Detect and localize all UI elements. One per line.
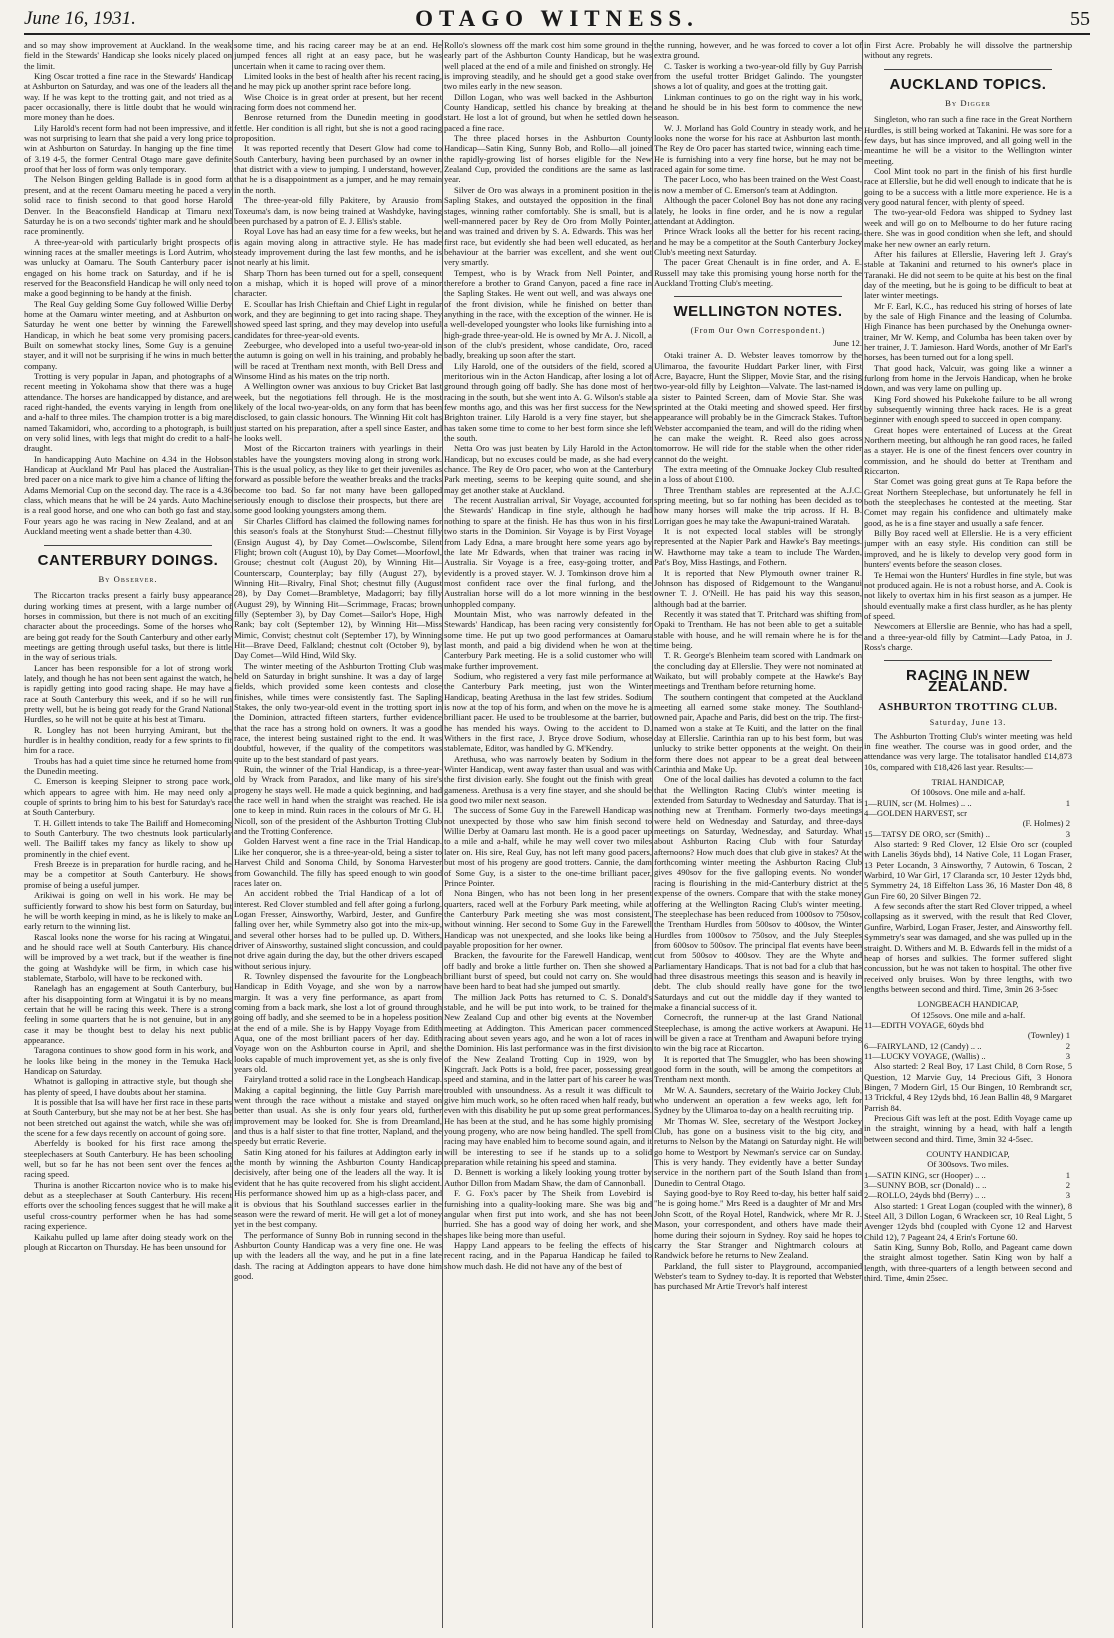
placing-position: 3: [1065, 1190, 1070, 1201]
paragraph: In handicapping Auto Machine on 4.34 in the Hobson Handicap at Auckland Mr Paul has placed the Australian-bred pacer on a nice mark to give him a chance of lifting the Adams Memorial Cup on the second day. The race is a 4.36 class, which means that he will be 24 yards. Auto Machine is a real good horse, and one who can both go fast and stay. Four years ago he was racing in New Zealand, and at an Auckland meeting went a shade better than 4.30.: [24, 453, 232, 537]
paragraph: Rollo's slowness off the mark cost him some ground in the early part of the Ashburton County Handicap, but he was well placed at the end of a mile and finished on strongly. He is improving steadily, and he should get a good stake over two miles early in the new season.: [444, 40, 652, 92]
column-3: [444, 40, 652, 1628]
placing-text: 4—GOLDEN HARVEST, scr: [864, 808, 967, 819]
race-conditions: Of 300sovs. Two miles.: [927, 1159, 1009, 1170]
paragraph: The Real Guy gelding Some Guy followed Willie Derby home at the Oamaru winter meeting, and at Ashburton on Saturday he went one better by winning the Farewell Handicap, in which he beat some very promising pacers. Built on somewhat stocky lines, Some Guy is a genuine stayer, and it will not be surprising if he wins in much better company.: [24, 298, 232, 371]
paragraph: Nona Bingen, who has not been long in her present quarters, raced well at the Forbury Park meeting, while at the Canterbury Park meeting she was most consistent, without winning. Her second to Some Guy in the Farewell Handicap was not unexpected, and she looks like being a payable proposition for her owner.: [444, 888, 652, 950]
column-2: [234, 40, 442, 1628]
paragraph: Prince Wrack looks all the better for his recent racing, and he may be a competitor at the South Canterbury Jockey Club's meeting next Saturday.: [654, 226, 862, 257]
section-heading: RACING IN NEW ZEALAND.: [906, 667, 1030, 695]
placing-text: 11—LUCKY VOYAGE, (Wallis) ..: [864, 1050, 986, 1061]
section-rule: [884, 660, 1052, 661]
paragraph: Star Comet was going great guns at Te Rapa before the Great Northern Steeplechase, but unfortunately he fell in both the steeplechases he contested at the meeting. Star Comet may regain his confidence and ultimately make good, as he is a fine stayer and usually a safe fencer.: [864, 476, 1072, 528]
paragraph: R. Townley dispensed the favourite for the Longbeach Handicap in Edith Voyage, and she won by a narrow margin. It was a very fine performance, as apart from coming from a back mark, she lost a lot of ground through going off badly, and she seemed to be in a hopeless position at the end of a mile. She is by Happy Voyage from Edith Aqua, one of the most brilliant pacers of her day. Edith Voyage won on the Ashburton course in April, and she looks capable of much improvement yet, as she is only five years old.: [234, 970, 442, 1075]
paragraph: Golden Harvest went a fine race in the Trial Handicap. Like her conqueror, she is a three-year-old, being a sister to Harvest Child and Sonoma Child, by Sonoma Harvester from Gowanchild. The filly has speed enough to win good races later on.: [234, 836, 442, 888]
race-name: TRIAL HANDICAP,: [931, 777, 1005, 787]
paragraph: Linkman continues to go on the right way in his work, and he should be in his best form to commence the new season.: [654, 91, 862, 123]
paragraph: The three placed horses in the Ashburton County Handicap—Satin King, Sunny Bob, and Rollo—all joined the rapidly-growing list of horses eligible for the New Zealand Cup, provided the conditions are the same as last year.: [444, 133, 652, 185]
race-name: COUNTY HANDICAP,: [926, 1149, 1010, 1160]
race-report: Satin King, Sunny Bob, Rollo, and Pageant came down the straight almost together. Satin King won by half a length, with three-quarters of a length between second and third. Time, 4min 25sec.: [864, 1242, 1072, 1284]
paragraph: R. Longley has not been hurrying Amirant, but the hurdler is in healthy condition, ready for a few sprints to fit him for a race.: [24, 724, 232, 756]
column-5: [864, 40, 1072, 1628]
placing-text: (Townley): [1027, 1030, 1064, 1041]
paragraph: The recent Australian arrival, Sir Voyage, accounted for the Stewards' Handicap in fine style, although he had nothing to spare at the finish. He has thus won in his first two starts in the Dominion. Sir Voyage is by First Voyage from Lady Edna, a mare brought here some years ago by the late Mr Edwards, when that trainer was racing in Australia. Sir Voyage is a free, easy-going trotter, and evidently is a proved stayer. W. J. Tomkinson drove him a most confident race over the final furlong, and the Australian horse will do a lot more winning in the best unhoppled company.: [444, 495, 652, 609]
placing-row: [864, 1051, 1072, 1061]
placing-text: 1—SATIN KING, scr (Hooper) .. ..: [864, 1169, 986, 1180]
paragraph: Happy Land appears to be feeling the effects of his recent racing, and in the Paparua Handicap he failed to show much dash. He did not have any of the best of: [444, 1239, 652, 1271]
paragraph: It is reported that New Plymouth owner trainer R. Johnson has disposed of Ridgemount to the Wanganui owner T. J. O'Neill. He has paid his way this season, although bad at the barrier.: [654, 567, 862, 609]
paragraph: Aberfeldy is booked for his first race among the steeplechasers at South Canterbury. He has been schooling well, but so far he has not been sent over the fences at racing speed.: [24, 1138, 232, 1180]
placing-position: 3: [1065, 828, 1070, 839]
paragraph: The southern contingent that competed at the Auckland meeting all earned some stake money. The Southland-owned pair, Apache and Paris, did best on the trip. The first-named won a stake at Te Kuiti, and the latter on the final day at Ellerslie. Carinthia ran up to his best form, but was unlucky to strike better opponents at the weight. On their form there does not appear to be a great deal between Carinthia and Make Up.: [654, 691, 862, 775]
paragraph: the running, however, and he was forced to cover a lot of extra ground.: [654, 40, 862, 61]
race-result: [864, 999, 1072, 1144]
paragraph: Mr Thomas W. Slee, secretary of the Westport Jockey Club, has gone on a business visit to the big city, and returns to Nelson by the Matangi on Saturday night. He will go home to Westport by Newman's service car on Sunday. This is very handy. They evidently have a better Sunday service in the northern part of the South Island than from Dunedin to Central Otago.: [654, 1115, 862, 1188]
paragraph: Sodium, who registered a very fast mile performance at the Canterbury Park meeting, just won the Winter Handicap, beating Arethusa in the last few strides. Sodium is now at the top of his form, and when on the move he is a brilliant pacer. He used to be troublesome at the barrier, but he has mended his ways. Owing to the accident to D. Withers in the first race, J. Bryce drove Sodium, whose stablemate, Editor, was handled by G. M'Kendry.: [444, 670, 652, 754]
paragraph: The Ashburton Trotting Club's winter meeting was held in fine weather. The course was in good order, and the attendance was very large. The totalisator handled £14,873 10s, compared with £18,426 last year. Results:—: [864, 730, 1072, 772]
paragraph: C. Tasker is working a two-year-old filly by Guy Parrish from the useful trotter Bridget Galindo. The youngster shows a lot of quality, and goes at the trotting gait.: [654, 60, 862, 92]
paragraph: some time, and his racing career may be at an end. He jumped fences all right at an easy pace, but he was uncertain when it came to racing over them.: [234, 40, 442, 71]
paragraph: Netta Oro was just beaten by Lily Harold in the Acton Handicap, but no excuses could be made, as she had every chance. The Rey de Oro pacer, who won at the Canterbury Park meeting, seems to be keeping quite sound, and she may get another stake at Auckland.: [444, 443, 652, 495]
paragraph: Ruin, the winner of the Trial Handicap, is a three-year-old by Wrack from Paradox, and like many of his sire's progeny he stays well. He made a quick beginning, and had the race well in hand when the straight was reached. He is one to keep in mind. Ruin races in the colours of Mr G. H. Nicoll, son of the president of the Ashburton Trotting Club and the Trotting Conference.: [234, 764, 442, 837]
paragraph: The Nelson Bingen gelding Ballade is in good form at present, and at the recent Oamaru meeting he paced a very solid race to finish second to that good horse Harold Denver. In the Beaconsfield Handicap at Timaru next Saturday he is on a two seconds' tighter mark and he should race prominently.: [24, 174, 232, 237]
race-name: LONGBEACH HANDICAP,: [917, 999, 1019, 1010]
paragraph: The winter meeting of the Ashburton Trotting Club was held on Saturday in bright sunshine. It was a day of large fields, which provided some keen contests and close finishes, while times were consistently fast. The Sapling Stakes, the only two-year-old event in the trotting sport in the Dominion, attracted fifteen starters, further evidence that the race has a strong hold on owners. It was a good race, the interest being sustained right to the end. It was doubtful, however, if the quality of the competitors was quite up to the best standard of past years.: [234, 660, 442, 764]
paragraph: It was reported recently that Desert Glow had come to South Canterbury, having been purchased by an owner in that district with a view to jumping. I understand, however, that he is a disappointment as a jumper, and he may remain in the north.: [234, 143, 442, 195]
section-rule: [44, 545, 212, 546]
paragraph: The pacer Loco, who has been trained on the West Coast, is now a member of C. Emerson's team at Addington.: [654, 174, 862, 195]
paragraph: E. Scoullar has Irish Chieftain and Chief Light in regular work, and they are beginning to get into racing shape. They showed speed last spring, and they may develop into useful candidates for three-year-old events.: [234, 298, 442, 340]
paragraph: Dillon Logan, who was well backed in the Ashburton County Handicap, settled his chance by breaking at the start. He lost a lot of ground, but when he settled down he paced a fine race.: [444, 91, 652, 133]
also-started: Also started: 1 Great Logan (coupled with the winner), 8 Steel All, 3 Dillon Logan, 6 Wrackeen scr, 10 Real Light, 5 Avenger 12yds bhd (coupled with Cyone 12 and Harvest Child 12), 7 Pageant 24, 4 Erin's Fortune 60.: [864, 1200, 1072, 1242]
paragraph: Tempest, who is by Wrack from Nell Pointer, and therefore a brother to Grand Canyon, paced a fine race in the Sapling Stakes. He went out well, and was always one of the front division, while he finished on better than anything in the race, with the exception of the winner. He is a well-developed youngster who looks like furnishing into a high-grade three-year-old. He is owned by Mr A. J. Nicoll, a son of the club's president, whose candidate, Oro, raced badly, breaking up soon after the start.: [444, 267, 652, 361]
race-conditions: Of 125sovs. One mile and a-half.: [910, 1009, 1026, 1020]
paragraph: W. J. Morland has Gold Country in steady work, and he looks none the worse for his race at Ashburton last month. The Rey de Oro pacer has started twice, winning each time. He is furnishing into a very fine horse, but he may not be raced again for some time.: [654, 122, 862, 175]
paragraph: Fresh Breeze is in preparation for hurdle racing, and he may be a competitor at South Canterbury. He shows promise of being a useful jumper.: [24, 859, 232, 890]
paragraph: in First Acre. Probably he will dissolve the partnership without any regrets.: [864, 40, 1072, 61]
paragraph: Three Trentham stables are represented at the A.J.C. spring meeting, but so far nothing has been decided as to how many horses will make the trip across. If H. B. Lorrigan goes he may take the Awapuni-trained Waratah.: [654, 484, 862, 526]
placing-text: 15—TATSY DE ORO, scr (Smith) ..: [864, 828, 990, 839]
placing-text: 3—SUNNY BOB, scr (Donald) .. ..: [864, 1180, 987, 1191]
placing-row: [864, 1180, 1072, 1190]
section-heading: CANTERBURY DOINGS.: [37, 551, 219, 569]
paragraph: It is possible that Isa will have her first race in these parts at South Canterbury, but she may not be at her best. She has not been stretched out against the watch, while she was off the scene for a few days recently on account of going sore.: [24, 1097, 232, 1139]
byline: By Digger: [945, 98, 991, 109]
paragraph: Lily Harold's recent form had not been impressive, and it was not surprising to learn that she paid a very long price to win at Ashburton on Saturday. In hanging up the fine time of 3.19 4-5, the former Central Otago mare gave definite proof that her loss of form was only temporary.: [24, 122, 232, 175]
also-started: Also started: 2 Real Boy, 17 Last Child, 8 Corn Rose, 5 Question, 12 Marvie Guy, 14 Precious Gift, 3 Honora Bingen, 7 Modern Girl, 15 Our Bingen, 10 Rembrandt scr, 13 Trickful, 4 Rey 12yds bhd, 16 Jean Ballin 48, 9 Margaret Parrish 84.: [864, 1061, 1072, 1113]
paragraph: The Riccarton tracks present a fairly busy appearance during working times at present, with a large number of horses in commission, but there is not much of an exciting character about the proceedings. Some of the horses who are being got ready for the South Canterbury and other early meetings are getting through useful tasks, but there is little in the way of serious trials.: [24, 590, 232, 663]
paragraph: C. Emerson is keeping Sleipner to strong pace work, which appears to agree with him. He may need only a couple of sprints to bring him to his best for Saturday's race at South Canterbury.: [24, 776, 232, 818]
paragraph: Lancer has been responsible for a lot of strong work lately, and though he has not been sent against the watch, he is rapidly getting into good racing shape. He may have a race at South Canterbury this week, and if so he will run pretty well, but he is being got ready for the Grand National Hurdles, so he will not be quite at his best at Timaru.: [24, 662, 232, 725]
paragraph: Zeeburgee, who developed into a useful two-year-old in the autumn is going on well in his training, and probably he will be raced at Trentham next month, with Bell Dress and Winsome Hind as his mates on the trip north.: [234, 339, 442, 381]
placing-row: [864, 1041, 1072, 1051]
paragraph: F. G. Fox's pacer by The Sheik from Lovebird is furnishing into a quality-looking mare. She was big and angular when first put into work, and she has not been hurried. She has a good way of doing her work, and she shapes like being more than useful.: [444, 1188, 652, 1240]
paragraph: Saying good-bye to Roy Reed to-day, his better half said "he is going home." Mrs Reed is a daughter of Mr and Mrs John Scott, of the Royal Hotel, Randwick, where Mr R. J. Mason, your correspondent, and others have made their home during their sojourn in Sydney. Roy said he hopes to carry the Star Stranger and Nightmarch colours at Randwick before he returns to New Zealand.: [654, 1188, 862, 1261]
race-conditions: Of 100sovs. One mile and a-half.: [910, 787, 1026, 798]
race-result: [864, 1149, 1072, 1283]
paragraph: Bracken, the favourite for the Farewell Handicap, went off badly and broke a little further on. Then she showed a brilliant burst of speed, but could not carry on. She would have been hard to beat had she jumped out smartly.: [444, 950, 652, 992]
paragraph: Lily Harold, one of the outsiders of the field, scored a meritorious win in the Acton Handicap, after losing a lot of ground through going off badly. She has done most of her racing in the south, but she went into A. G. Wilson's stable a few months ago, and this was her first success for the New Brighton trainer. Lily Harold is a very fine stayer, but she has taken some time to come to her best form since she left the south.: [444, 360, 652, 444]
placing-text: 6—FAIRYLAND, 12 (Candy) .. ..: [864, 1040, 982, 1051]
paragraph: Although the pacer Colonel Boy has not done any racing lately, he looks in fine order, and he is now a regular attendant at Addington.: [654, 195, 862, 226]
paragraph: Taragona continues to show good form in his work, and he looks like being in the money in the Temuka Hack Handicap on Saturday.: [24, 1045, 232, 1076]
correspondent-line: (From Our Own Correspondent.): [690, 325, 826, 335]
paragraph: Arikiwai is going on well in his work. He may be sufficiently forward to show his best form on Saturday, but he will be worth keeping in mind, as he is likely to make an early return to the winning list.: [24, 890, 232, 932]
paragraph: A Wellington owner was anxious to buy Cricket Bat last week, but the negotiations fell through. He is the most likely of the local two-year-olds, on any form that has been disclosed, to gain classic honours. The Winning Hit colt has just started on his preparation, after a spell since Easter, and he looks well.: [234, 381, 442, 444]
paragraph: One of the local dailies has devoted a column to the fact that the Wellington Racing Club's winter meeting is extended from Saturday to Wednesday and Saturday. That is nothing new at Trentham. Formerly two-days meetings were held on Wednesday and Saturday, and three-days meetings on Saturday, Wednesday, and Saturday. What about Ashburton Racing Club with four Saturday afternoons? How much does that club give in stakes? At the forthcoming winter meeting the Ashburton Racing Club gives 490sov for the five galloping events. No wonder racing is flourishing in the mid-Canterbury district at the expense of the owners. Compare that with the stake money offering at the Wellington Racing Club's winter meeting. The steeplechase has been reduced from 1000sov to 750sov, the Trentham Hurdles from 500sov to 400sov, the Winter Hurdles from 1000sov to 750sov, and the July Steeples from 600sov to 500sov. The principal flat events have been cut from 500sov to 400sov. They are the Whyte and Parliamentary Handicaps. That is not bad for a club that has had three disastrous meetings this season and is heavily in debt. The club should really have gone for the two Saturdays and cut out the middle day if they wanted to make a financial success of it.: [654, 774, 862, 1012]
paragraph: That good hack, Valcuir, was going like a winner a furlong from home in the Jervois Handicap, when he broke down, and was very lame on pulling up.: [864, 362, 1072, 394]
paragraph: Sharp Thorn has been turned out for a spell, consequent on a mishap, which it is hoped will prove of a minor character.: [234, 267, 442, 299]
byline: By Observer.: [98, 573, 158, 584]
paragraph: The three-year-old filly Pakitere, by Arausio from Toxeuma's dam, is now being trained at Washdyke, having been purchased by a patron of E. J. Ellis's stable.: [234, 195, 442, 226]
placing-text: 2—ROLLO, 24yds bhd (Berry) .. ..: [864, 1190, 986, 1201]
paragraph: The two-year-old Fedora was shipped to Sydney last week and will go on to Melbourne to do her future racing there. She was in good condition when she left, and should make her new owner an early return.: [864, 207, 1072, 249]
paragraph: Limited looks in the best of health after his recent racing, and he may pick up another sprint race before long.: [234, 71, 442, 92]
paragraph: A three-year-old with particularly bright prospects of winning races at the smaller meetings is Lord Autrim, who was unlucky at Oamaru. The South Canterbury pacer is engaged on his home track on Saturday, and if he is reserved for the Beaconsfield Handicap he will only need to make a good beginning to be handy at the finish.: [24, 236, 232, 299]
column-divider: [652, 40, 653, 1628]
paragraph: King Oscar trotted a fine race in the Stewards' Handicap at Ashburton on Saturday, and was one of the leaders all the way. If he was kept to the trotting gait, and not tried as a pacer occasionally, there is little doubt that he would win more money than he does.: [24, 71, 232, 123]
paragraph: Most of the Riccarton trainers with yearlings in their stables have the youngsters moving along in strong work. This is the usual policy, as they like to get their juveniles as forward as possible before the weather breaks and the tracks become too bad. So far not many have been galloped seriously enough to disclose their prospects, but there are some good looking youngsters among them.: [234, 443, 442, 516]
placing-position: 2: [1065, 1040, 1070, 1051]
paragraph: Whatnot is galloping in attractive style, but though she has plenty of speed, I have doubts about her stamina.: [24, 1076, 232, 1097]
issue-date: June 16, 1931.: [24, 8, 136, 29]
section-rule: [884, 69, 1052, 70]
column-4: [654, 40, 862, 1628]
paragraph: Rascal looks none the worse for his racing at Wingatui, and he should race well at South Canterbury. His chance will be improved by a wet track, but if the weather is fine the going at Washdyke will be firm, in which case his stablemate, Starbolo, will have to be reckoned with.: [24, 931, 232, 983]
dateline: Saturday, June 13.: [929, 718, 1007, 728]
also-started: Also started: 9 Red Clover, 12 Elsie Oro scr (coupled with Lanelis 36yds bhd), 14 Native Cole, 11 Logan Fraser, 13 Peter Locandn, 3 Ainsworthy, 7 Autowin, 6 Toscan, 2 Warbird, 10 War Girl, 17 Claranda scr, 10 Jester 12yds bhd, 5 Symmetry 24, 18 Eiffelton Lass 36, 16 Master Don 48, 8 Gun Fire 60, 20 Silver Bingen 72.: [864, 839, 1072, 901]
placing-position: 1: [1065, 1030, 1070, 1041]
placing-row: [864, 1190, 1072, 1200]
paragraph: An accident robbed the Trial Handicap of a lot of interest. Red Clover stumbled and fell after going a furlong. Logan Fresser, Ainsworthy, Warbird, Jester, and Gunfire falling over her, while Symmetry also got into the mix-up, and several other horses had to be pulled up. D. Withers, driver of Ainsworthy, sustained slight concussion, and could not drive again during the day, but the other drivers escaped without serious injury.: [234, 888, 442, 971]
paragraph: After his failures at Ellerslie, Havering left J. Gray's stable at Takanini and returned to his owner's place in Taranaki. He did not seem to be quite at his best on the final day of the meeting, but he is going to be difficult to beat at later winter meetings.: [864, 248, 1072, 301]
paragraph: Cornecroft, the runner-up at the last Grand National Steeplechase, is among the active workers at Awapuni. He will be given a race at Trentham and Awapuni before trying to win the big race at Riccarton.: [654, 1012, 862, 1054]
paragraph: Cool Mint took no part in the finish of his first hurdle race at Ellerslie, but he did well enough to indicate that he is going to be a success with a little more experience. He is a very good natural fencer, with plenty of speed.: [864, 166, 1072, 208]
placing-position: 2: [1065, 818, 1070, 829]
placing-position: 1: [1065, 797, 1070, 808]
masthead-rule: [24, 33, 1090, 35]
placing-row: [864, 1020, 1072, 1030]
placing-position: 3: [1065, 1050, 1070, 1061]
placing-text: 1—RUIN, scr (M. Holmes) .. ..: [864, 797, 972, 808]
column-divider: [442, 40, 443, 1628]
paragraph: Otaki trainer A. D. Webster leaves tomorrow by the Ulimaroa, the favourite Huddart Parker liner, with First Acre, Bayacre, Hunt the Slipper, Movie Star, and the rising two-year-old filly by Leighton—Valvate. The last-named is a sister to Painted Screen, dam of Movie Star. She was sprinted at the Otaki meeting and showed speed. Her first appearance will probably be in the Gimcrack Stakes. Tufton Webster accompanied the team, and will do the riding when he can make the weight. R. Reed also goes across tomorrow. He will ride for the stable when the other rider cannot do the weight.: [654, 350, 862, 464]
column-1: [24, 40, 232, 1628]
placing-text: (F. Holmes): [1022, 818, 1064, 829]
paragraph: The performance of Sunny Bob in running second in the Ashburton County Handicap was a very fine one. He was up with the leaders all the way, and he put in a fine late dash. The racing at Addington appears to have done him good.: [234, 1229, 442, 1281]
paragraph: Te Hemai won the Hunters' Hurdles in fine style, but was not produced again. He is not a robust horse, and A. Cook is not likely to overtax him in his first season as a jumper. He should eventually make a first class hurdler, as he has plenty of speed.: [864, 569, 1072, 621]
section-heading: WELLINGTON NOTES.: [673, 303, 843, 321]
paragraph: Wise Choice is in great order at present, but her recent racing form does not commend her.: [234, 91, 442, 113]
paragraph: The extra meeting of the Omnuake Jockey Club resulted in a loss of about £100.: [654, 464, 862, 485]
paragraph: Parkland, the full sister to Playground, accompanied Webster's team to Sydney to-day. It is reported that Webster has purchased Mr Artie Trevor's half interest: [654, 1260, 862, 1292]
paragraph: Trotting is very popular in Japan, and photographs of a recent meeting in Yokohama show that there was a huge attendance. The horses are handicapped by distance, and are raced right-handed, the events varying in length from one and a-half to three miles. The champion trotter is a big mare named Takamidori, who, according to a photograph, is built on very solid lines, with legs that might do credit to a half-draught.: [24, 371, 232, 454]
race-result: [864, 777, 1072, 994]
paragraph: Satin King atoned for his failures at Addington early in the month by winning the Ashburton County Handicap decisively, after being one of the leaders all the way. It is evident that he has quite recovered from his slight accident. His performance showed him up as a high-class pacer, and it is obvious that his Southland successes earlier in the season were the reward of merit. He will get a lot of money yet in the best company.: [234, 1146, 442, 1230]
paragraph: Arethusa, who was narrowly beaten by Sodium in the Winter Handicap, went away faster than usual and was with the first division early. She fought out the finish with great gameness. Arethusa is a very fine stayer, and she should be a good two miler next season.: [444, 753, 652, 806]
paragraph: Newcomers at Ellerslie are Bennie, who has had a spell, and a three-year-old filly by Catmint—Lady Patoa, in J. Ross's charge.: [864, 621, 1072, 652]
club-heading: ASHBURTON TROTTING CLUB.: [878, 700, 1058, 713]
paragraph: Royal Love has had an easy time for a few weeks, but he is again moving along in attractive style. He has made steady improvement during the last few months, and he is not nearly at his limit.: [234, 226, 442, 268]
paragraph: Troubs has had a quiet time since he returned home from the Dunedin meeting.: [24, 755, 232, 777]
placing-position: 1: [1065, 1169, 1070, 1180]
paragraph: Silver de Oro was always in a prominent position in the Sapling Stakes, and outstayed the opposition in the final stages, winning rather comfortably. She is small, but is a well-mannered pacer by Rey de Oro from Molly Pointer, and was trained and driven by S. A. Edwards. This was her first race, but evidently she had been well educated, as her behaviour at the barrier was excellent, and she went out very smartly.: [444, 184, 652, 268]
paragraph: Billy Boy raced well at Ellerslie. He is a very efficient jumper with an easy style. His condition can still be improved, and he is likely to develop very good form in hunters' events before the season closes.: [864, 528, 1072, 570]
paragraph: Kaikahu pulled up lame after doing steady work on the plough at Riccarton on Thursday. He has been unsound for: [24, 1231, 232, 1252]
placing-row: [864, 818, 1072, 828]
paragraph: Great hopes were entertained of Lucess at the Great Northern meeting, but although he ran good races, he failed as a stayer. He is one of the finest fencers over country in commission, and he should do better at Trentham and Riccarton.: [864, 424, 1072, 477]
paragraph: It is reported that The Smuggler, who has been showing good form in the south, will be among the competitors at Trentham next month.: [654, 1053, 862, 1085]
paragraph: and so may show improvement at Auckland. In the weak field in the Stewards' Handicap she looks nicely placed on the limit.: [24, 40, 232, 71]
paragraph: The pacer Great Chenault is in fine order, and A. E. Russell may take this promising young horse north for the Auckland Trotting Club's meeting.: [654, 257, 862, 288]
newspaper-title: OTAGO WITNESS.: [415, 6, 699, 31]
paragraph: Fairyland trotted a solid race in the Longbeach Handicap. Making a capital beginning, the little Guy Parrish mare went through the race without a mistake and stayed on better than usual. As she is only four years old, further improvement may be looked for. She is from Dreamland, and thus is a half sister to that fine trotter, Napland, and the speedy but erratic Reverie.: [234, 1074, 442, 1147]
race-report: A few seconds after the start Red Clover tripped, a wheel collapsing as it swerved, with the result that Red Clover, Gunfire, Warbird, Logan Fraser, Jester, and Ainsworthy fell. Symmetry's sear was damaged, and she was pulled up in the straight. D. Withers and M. B. Edwards fell in the midst of a heap of horses and sulkies. The former suffered slight concussion, but he was not taken to hospital. The other five received only bruises. Won by three lengths, with two lengths between second and third. Time, 3min 26 3-5sec: [864, 901, 1072, 994]
paragraph: Sir Charles Clifford has claimed the following names for this season's foals at the Stonyhurst Stud:—Chestnut filly (Ensign August 4), by Day Comet—Owlscombe, Silent Flight; brown colt (August 10), by Day Comet—Moorfowl, Grouse; chestnut colt (August 20), by Winning Hit—Counterscarp, Counterplay; bay filly (August 27), by Winning Hit—Rivalry, Final Shot; chestnut filly (August 28), by Day Comet—Brambletye, Madagorri; bay filly (August 29), by Winning Hit—Scrimmage, Fracas; brown filly (September 3), by Day Comet—Sailor's Hope, High Rank; bay colt (September 12), by Winning Hit—Miss Mimic, Convist; chestnut colt (September 17), by Winning Hit—Brave Deed, Falkland; chestnut colt (October 9), by Day Comet—Wild Hind, Wild Sky.: [234, 515, 442, 661]
paragraph: Mr F. Earl, K.C., has reduced his string of horses of late by the sale of High Finance and the leasing of Columba. High Finance has been purchased by the Onehunga owner-trainer, Mr W. Kemp, and Columba has been taken over by her trainer, J. T. Jamieson. Hard Words, another of Mr Earl's horses, has been turned out for a long spell.: [864, 300, 1072, 363]
placing-row: [864, 1170, 1072, 1180]
paragraph: King Ford showed his Pukekohe failure to be all wrong by subsequently winning three hack races. He is a great beginner with enough speed to succeed in open company.: [864, 393, 1072, 425]
paragraph: Ranelagh has an engagement at South Canterbury, but after his disappointing form at Wingatui it is by no means certain that he will be racing this week. There is a strong feeling in some quarters that he is not genuine, but in any case it may be thought best to delay his next public appearance.: [24, 983, 232, 1045]
section-rule: [674, 296, 842, 297]
paragraph: Recently it was stated that T. Pritchard was shifting from Opaki to Trentham. He has not been able to get a suitable stable with house, and he will remain where he is for the time being.: [654, 608, 862, 650]
placing-text: 11—EDITH VOYAGE, 60yds bhd: [864, 1019, 984, 1030]
paragraph: Singleton, who ran such a fine race in the Great Northern Hurdles, is still being worked at Takanini. He was sore for a few days, but has since improved, and all going well in the meantime he will be a visitor to the Wellington winter meeting.: [864, 114, 1072, 166]
placing-row: [864, 829, 1072, 839]
race-report: Precious Gift was left at the post. Edith Voyage came up in the straight, winning by a head, with half a length between second and third. Time, 3min 32 4-5sec.: [864, 1113, 1072, 1144]
paragraph: T. R. George's Blenheim team scored with Landmark on the concluding day at Ellerslie. They were not nominated at Waikato, but will probably compete at the Hawke's Bay meetings and Trentham before returning home.: [654, 650, 862, 692]
paragraph: T. H. Gillett intends to take The Bailiff and Homecoming to South Canterbury. The two chestnuts look particularly well. The Bailiff takes my fancy as likely to show up prominently in the chief event.: [24, 817, 232, 859]
page-number: 55: [1070, 8, 1090, 30]
section-heading: AUCKLAND TOPICS.: [889, 75, 1047, 93]
masthead: [24, 6, 1090, 32]
paragraph: Mountain Mist, who was narrowly defeated in the Stewards' Handicap, has been racing very consistently for some time. He put up two good performances at Oamaru last month, and paid a big dividend when he won at the Canterbury Park meeting. He is a solid customer who will make further improvement.: [444, 608, 652, 671]
paragraph: D. Bennett is working a likely looking young trotter by Author Dillon from Madam Shaw, the dam of Cannonball.: [444, 1167, 652, 1188]
placing-row: [864, 798, 1072, 808]
paragraph: Thurina is another Riccarton novice who is to make his debut as a steeplechaser at South Canterbury. His recent efforts over the schooling fences suggest that he will make a useful cross-country performer when he has had some racing experience.: [24, 1179, 232, 1232]
paragraph: It is not expected local stables will be strongly represented at the Napier Park and Hawke's Bay meetings. W. Hawthorne may take a team to include The Warden, Pat's Boy, Miss Hastings, and Fothern.: [654, 526, 862, 568]
column-divider: [862, 40, 863, 1628]
placing-row: [864, 808, 1072, 818]
paragraph: The success of Some Guy in the Farewell Handicap was not unexpected by those who saw him finish second to Willie Derby at Oamaru last month. He is a good pacer up to a mile and a-half, while he may well cover two miles later on. His sire, Real Guy, has not left many good pacers, but most of his progeny are good trotters. Cannie, the dam of Some Guy, is a sister to the one-time brilliant pacer, Prince Pointer.: [444, 805, 652, 888]
column-divider: [232, 40, 233, 1628]
dateline: June 12.: [833, 337, 862, 348]
paragraph: The million Jack Potts has returned to C. S. Donald's stable, and he will be put into work, to be trained for the New Zealand Cup and other big events at the November meeting at Addington. This American pacer commenced racing about seven years ago, and he won a lot of races in the Dominion. His last performance was in the first division of the New Zealand Trotting Cup in 1929, won by Kingcraft. Jack Potts is a bold, free pacer, possessing great speed and stamina, and in the latter part of his career he was troubled with unsoundness. As a result it was difficult to give him much work, so he often raced when half ready, but even with this disability he put up some great performances. He has been at the stud, and he has some highly promising young progeny, who are now being handled. The spell from racing may have enabled him to become sound again, and it will be interesting to see if he stands up to a solid preparation while retaining his speed and stamina.: [444, 991, 652, 1168]
paragraph: Mr W. A. Saunders, secretary of the Wairio Jockey Club, who underwent an operation a few weeks ago, left for Sydney by the Ulimaroa to-day on a health recruiting trip.: [654, 1084, 862, 1116]
placing-position: 2: [1065, 1180, 1070, 1191]
placing-row: [864, 1030, 1072, 1040]
paragraph: Benrose returned from the Dunedin meeting in good fettle. Her condition is all right, but she is not a good racing proposition.: [234, 112, 442, 144]
